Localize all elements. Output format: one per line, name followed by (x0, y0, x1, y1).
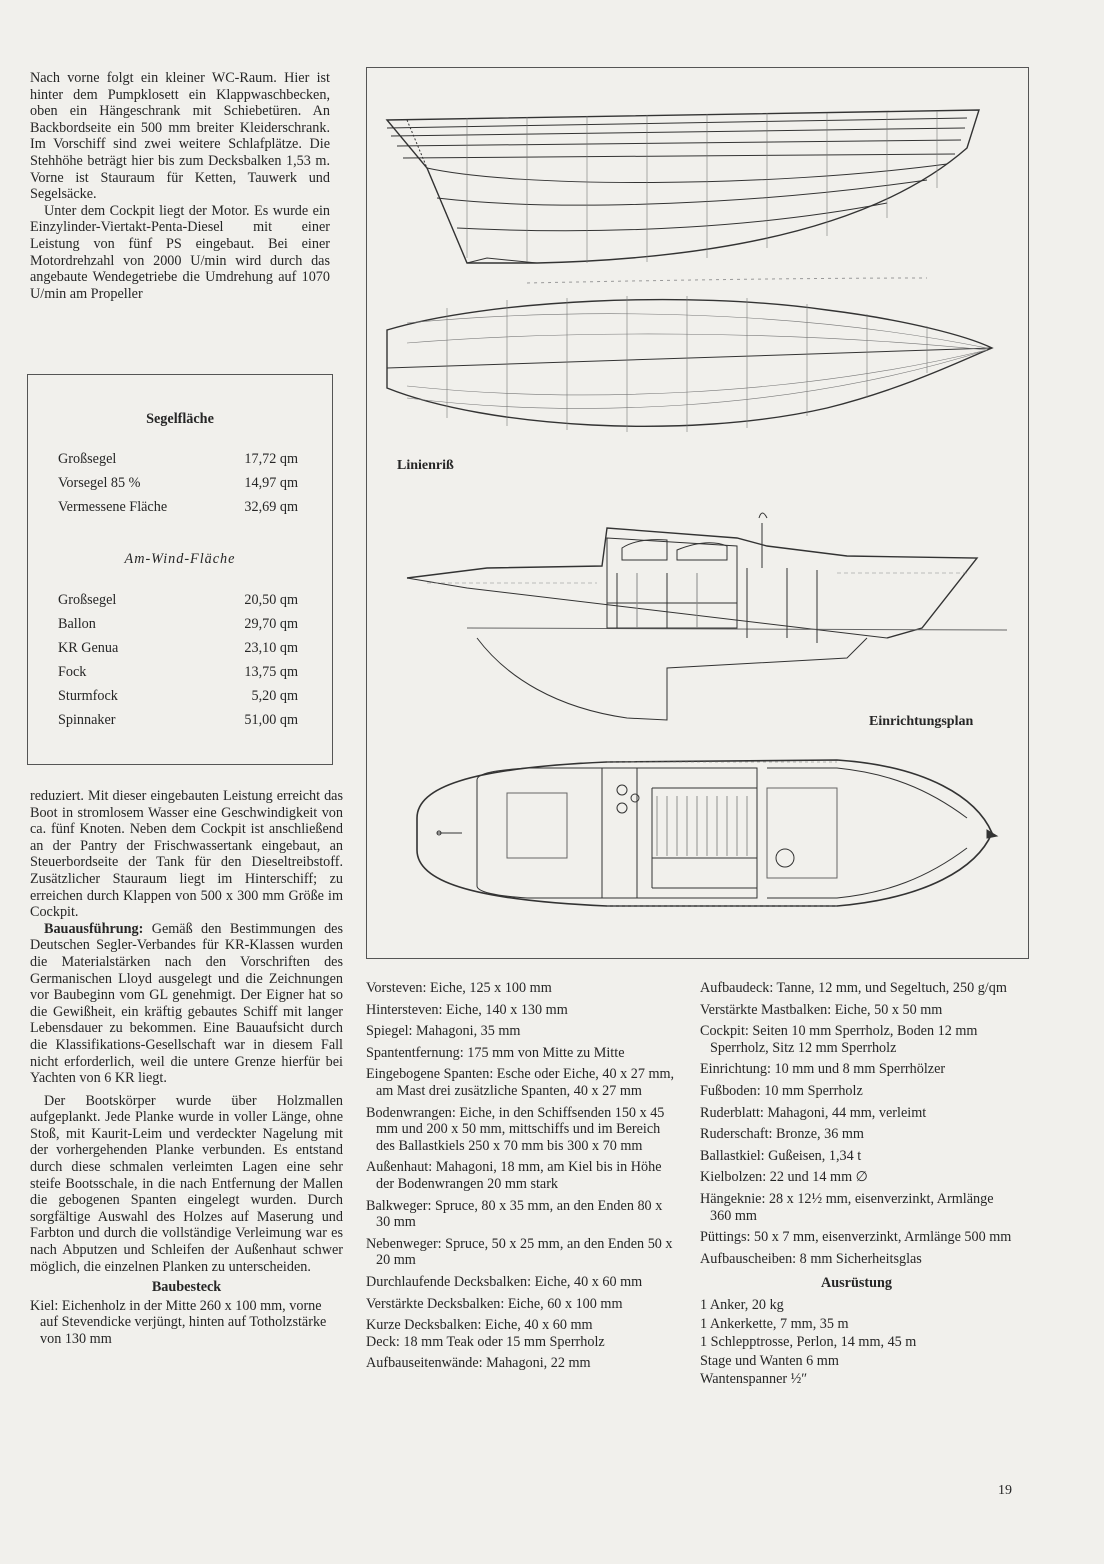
baubesteck-heading: Baubesteck (151, 1279, 222, 1296)
equipment-item: Wantenspanner ½″ (700, 1371, 808, 1388)
spec-item: Spiegel: Mahagoni, 35 mm (366, 1023, 521, 1040)
sail-row: KR Genua 23,10 qm (58, 640, 298, 656)
spec-item: Deck: 18 mm Teak oder 15 mm Sperrholz (366, 1333, 605, 1350)
spec-item: Kielbolzen: 22 und 14 mm ∅ (700, 1169, 869, 1186)
equipment-item: 1 Schlepptrosse, Perlon, 14 mm, 45 m (700, 1334, 917, 1351)
sail-row: Großsegel 20,50 qm (58, 592, 298, 608)
spec-item: Kurze Decksbalken: Eiche, 40 x 60 mm (366, 1317, 593, 1334)
bauausfuehrung-paragraph: Bauausführung: Gemäß den Bestimmungen des Deutschen Segler-Verbandes für KR-Klassen wurden die Materialstärken nach den Vorschriften des Germanischen Lloyd ausgelegt und die Zeichnungen vor Baubeginn vom GL genehmigt. Der Eigner hat so die Gewißheit, ein kräftig gebautes Schiff mit langer Lebensdauer zu bekommen. Eine Bauaufsicht durch die Klassifikations-Gesellschaft war in diesem Fall nicht erforderlich, weil die untere Grenze hierfür bei Yachten von 6 KR liegt. (30, 920, 343, 1087)
spec-item: Ruderschaft: Bronze, 36 mm (700, 1126, 864, 1143)
linienriss-label: Linienriß (397, 458, 454, 473)
kiel-spec: Kiel: Eichenholz in der Mitte 260 x 100 mm, vorne auf Stevendicke verjüngt, hinten auf Totholzstärke von 130 mm (30, 1297, 327, 1347)
spec-item: Eingebogene Spanten: Esche oder Eiche, 40 x 27 mm, am Mast drei zusätzliche Spanten, 40 x 27 mm (366, 1066, 675, 1099)
intro-text (30, 70, 330, 302)
page-number: 19 (998, 1483, 1012, 1498)
sail-row: Großsegel 17,72 qm (58, 451, 298, 467)
ausruestung-heading: Ausrüstung (821, 1275, 892, 1292)
spec-item: Spantentfernung: 175 mm von Mitte zu Mitte (366, 1044, 625, 1061)
sail-area-table (27, 374, 333, 765)
sail-table-subtitle: Am-Wind-Fläche (124, 551, 236, 567)
sail-row: Fock 13,75 qm (58, 664, 298, 680)
spec-item: Aufbauscheiben: 8 mm Sicherheitsglas (700, 1250, 922, 1267)
spec-item: Ballastkiel: Gußeisen, 1,34 t (700, 1147, 862, 1164)
spec-item: Aufbauseitenwände: Mahagoni, 22 mm (366, 1355, 591, 1372)
spec-item: Vorsteven: Eiche, 125 x 100 mm (366, 980, 552, 996)
equipment-item: Stage und Wanten 6 mm (700, 1352, 839, 1369)
spec-item: Verstärkte Decksbalken: Eiche, 60 x 100 mm (366, 1295, 623, 1312)
spec-item: Durchlaufende Decksbalken: Eiche, 40 x 60 mm (366, 1273, 643, 1290)
sail-table-title: Segelfläche (146, 411, 214, 427)
spec-item: Aufbaudeck: Tanne, 12 mm, und Segeltuch, 250 g/qm (700, 980, 1007, 996)
equipment-item: 1 Ankerkette, 7 mm, 35 m (700, 1315, 849, 1332)
body-text-left (30, 788, 343, 1348)
sail-row: Vermessene Fläche 32,69 qm (58, 499, 298, 515)
sail-row: Vorsegel 85 % 14,97 qm (58, 475, 298, 491)
specs-right-column (700, 980, 1013, 1390)
sail-row: Sturmfock 5,20 qm (58, 688, 298, 704)
spec-item: Fußboden: 10 mm Sperrholz (700, 1082, 863, 1099)
spec-item: Einrichtung: 10 mm und 8 mm Sperrhölzer (700, 1061, 946, 1078)
boat-plans-illustration (367, 68, 1028, 958)
einrichtungsplan-label: Einrichtungsplan (869, 714, 974, 729)
intro-paragraph-2: Unter dem Cockpit liegt der Motor. Es wurde ein Einzylinder-Viertakt-Penta-Diesel mit einer Leistung von fünf PS eingebaut. Bei einer Motordrehzahl von 2000 U/min wird durch das angebaute Wendegetriebe die Umdrehung auf 1070 U/min am Propeller (30, 202, 330, 302)
intro-paragraph-1: Nach vorne folgt ein kleiner WC-Raum. Hier ist hinter dem Pumpklosett ein Klappwaschbecken, oben ein Hängeschrank mit Schiebetüren. An Backbordseite ein 500 mm breiter Kleiderschrank. Im Vorschiff sind zwei weitere Schlafplätze. Die Stehhöhe beträgt hier bis zum Decksbalken 1,53 m. Vorne ist Stauraum für Ketten, Tauwerk und Segelsäcke. (30, 70, 330, 203)
spec-item: Hängeknie: 28 x 12½ mm, eisenverzinkt, Armlänge 360 mm (700, 1190, 994, 1224)
continued-paragraph: reduziert. Mit dieser eingebauten Leistung erreicht das Boot in stromlosem Wasser eine Geschwindigkeit von ca. fünf Knoten. Neben dem Cockpit ist anschließend an der Pantry der Frischwassertank eingebaut, an Steuerbordseite der Tank für den Dieseltreibstoff. Zusätzlicher Stauraum liegt im Hinterschiff; zu erreichen durch Klappen von 500 x 300 mm Größe im Cockpit. (30, 788, 343, 921)
equipment-item: 1 Anker, 20 kg (700, 1296, 784, 1313)
spec-item: Hintersteven: Eiche, 140 x 130 mm (366, 1001, 568, 1018)
spec-item: Verstärkte Mastbalken: Eiche, 50 x 50 mm (700, 1001, 943, 1018)
sail-row: Ballon 29,70 qm (58, 616, 298, 632)
spec-item: Balkweger: Spruce, 80 x 35 mm, an den Enden 80 x 30 mm (366, 1197, 663, 1231)
spec-item: Bodenwrangen: Eiche, in den Schiffsenden 150 x 45 mm und 200 x 50 mm, mittschiffs und im Bereich des Ballastkiels 250 x 70 mm bis 300 x 70 mm (366, 1104, 665, 1154)
sail-row: Spinnaker 51,00 qm (58, 712, 298, 728)
spec-item: Außenhaut: Mahagoni, 18 mm, am Kiel bis in Höhe der Bodenwrangen 20 mm stark (366, 1159, 662, 1192)
spec-item: Nebenweger: Spruce, 50 x 25 mm, an den Enden 50 x 20 mm (366, 1235, 673, 1269)
spec-item: Cockpit: Seiten 10 mm Sperrholz, Boden 12 mm Sperrholz, Sitz 12 mm Sperrholz (700, 1023, 978, 1056)
spec-item: Ruderblatt: Mahagoni, 44 mm, verleimt (700, 1104, 927, 1121)
spec-item: Püttings: 50 x 7 mm, eisenverzinkt, Armlänge 500 mm (700, 1229, 1012, 1246)
bootskoerper-paragraph: Der Bootskörper wurde über Holzmallen aufgeplankt. Jede Planke wurde in voller Länge, ohne Stoß, mit Kaurit-Leim und verdeckter Nagelung mit der vorhergehenden Planke verbunden. Es entstand durch diese schmalen verleimten Lagen eine sehr steife Bootsschale, in die nach Entfernung der Mallen die gebogenen Spanten eingelegt wurden. Durch sorgfältige Auswahl des Holzes auf Maserung und Farbton und durch die vollständige Verleimung war es nach Abputzen und Schleifen der Außenhaut schwer möglich, die einzelnen Planken zu unterscheiden. (30, 1092, 343, 1275)
specs-middle-column (366, 980, 679, 1377)
boat-drawings (366, 67, 1029, 959)
